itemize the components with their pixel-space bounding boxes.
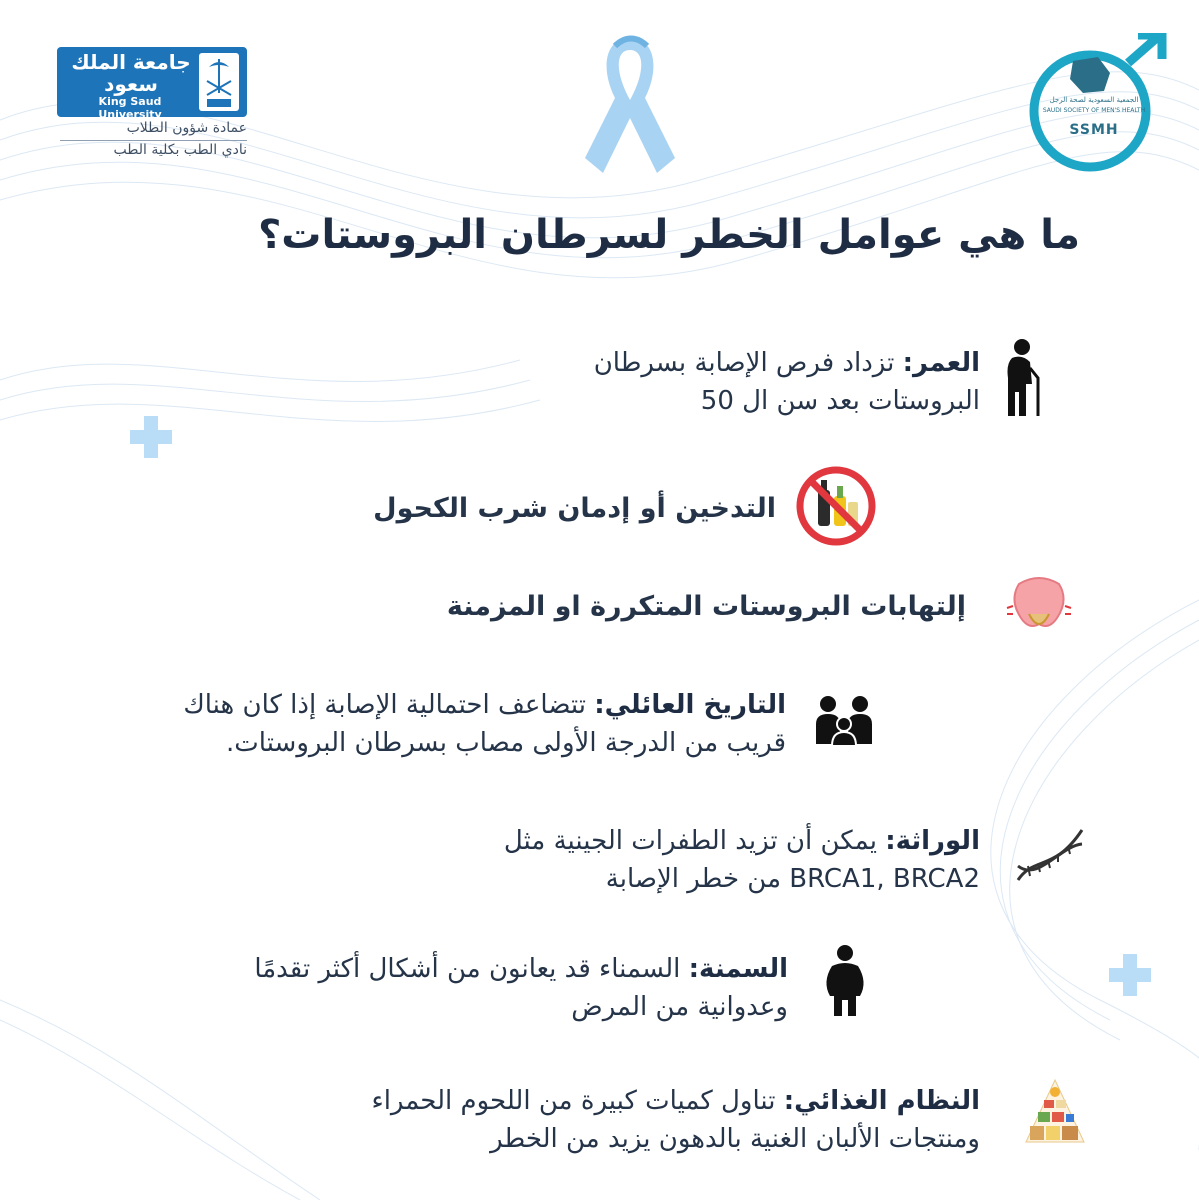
risk-family-history-text-line2: قريب من الدرجة الأولى مصاب بسرطان البروستات.	[226, 728, 786, 758]
risk-age-text: تزداد فرص الإصابة بسرطان	[593, 348, 903, 378]
dna-icon	[1014, 826, 1086, 884]
obese-person-icon	[822, 944, 868, 1018]
risk-genetics-label: الوراثة:	[885, 826, 980, 856]
ksu-logo	[57, 47, 247, 121]
risk-family-history-label: التاريخ العائلي:	[594, 690, 786, 720]
risk-diet	[240, 1082, 980, 1158]
risk-prostate-inflammation: إلتهابات البروستات المتكررة او المزمنة	[446, 591, 966, 622]
risk-diet-text: تناول كميات كبيرة من اللحوم الحمراء	[371, 1086, 784, 1116]
ksu-deanship: عمادة شؤون الطلاب	[126, 120, 247, 136]
risk-genetics-text-line2: BRCA1, BRCA2 من خطر الإصابة	[605, 864, 980, 894]
risk-age	[480, 344, 980, 420]
risk-obesity-label: السمنة:	[688, 954, 788, 984]
plus-decoration-icon	[130, 416, 172, 458]
risk-obesity-text: السمناء قد يعانون من أشكال أكثر تقدمًا	[254, 954, 689, 984]
elderly-man-with-cane-icon	[1002, 338, 1046, 418]
page-title: ما هي عوامل الخطر لسرطان البروستات؟	[258, 212, 1080, 258]
awareness-ribbon-icon	[575, 28, 685, 178]
ksu-english-name: King Saud University	[98, 95, 162, 121]
risk-smoking-alcohol: التدخين أو إدمان شرب الكحول	[373, 493, 776, 524]
risk-genetics	[380, 822, 980, 898]
no-smoking-alcohol-icon	[796, 466, 876, 546]
plus-decoration-icon	[1109, 954, 1151, 996]
ssmh-english-name: SAUDI SOCIETY OF MEN'S HEALTH	[1042, 107, 1146, 114]
food-pyramid-icon	[1024, 1078, 1086, 1144]
risk-family-history	[40, 686, 786, 762]
ksu-club: نادي الطب بكلية الطب	[113, 142, 247, 158]
ssmh-arabic-name: الجمعية السعودية لصحة الرجل	[1049, 96, 1139, 104]
family-icon	[814, 694, 876, 746]
risk-obesity	[90, 950, 788, 1026]
ksu-arabic-name: جامعة الملك سعود	[71, 50, 191, 96]
risk-obesity-text-line2: وعدوانية من المرض	[571, 992, 788, 1022]
risk-diet-text-line2: ومنتجات الألبان الغنية بالدهون يزيد من الخطر	[490, 1124, 980, 1154]
ksu-divider	[60, 140, 247, 141]
prostate-inflammation-icon	[1003, 574, 1075, 640]
risk-age-label: العمر:	[902, 348, 980, 378]
risk-age-text-line2: البروستات بعد سن ال 50	[700, 386, 980, 416]
risk-genetics-text: يمكن أن تزيد الطفرات الجينية مثل	[503, 826, 886, 856]
risk-diet-label: النظام الغذائي:	[783, 1086, 980, 1116]
ksu-seal-icon	[199, 53, 239, 111]
risk-family-history-text: تتضاعف احتمالية الإصابة إذا كان هناك	[183, 690, 595, 720]
ssmh-abbr: SSMH	[1069, 122, 1119, 138]
